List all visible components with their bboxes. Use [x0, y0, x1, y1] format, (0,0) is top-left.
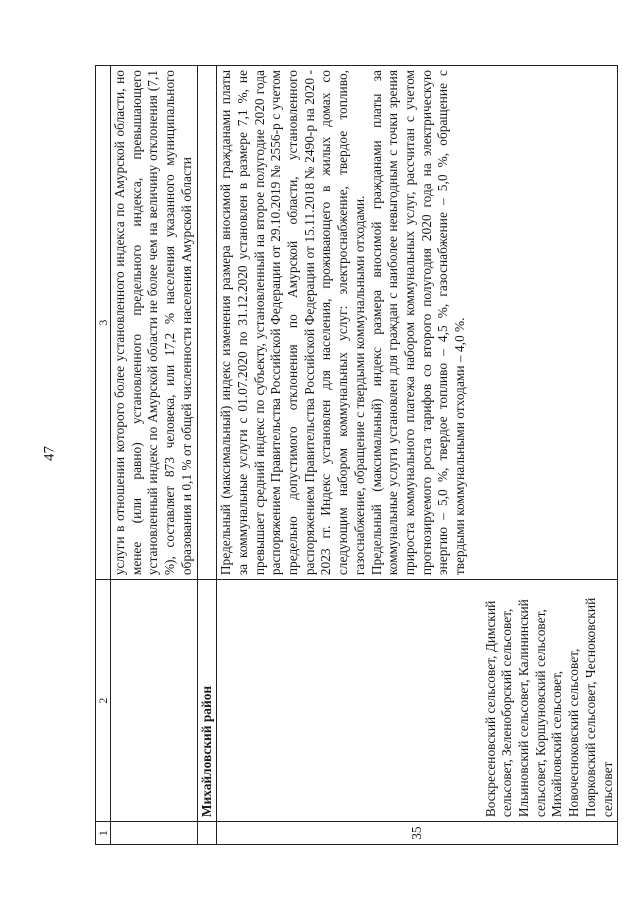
header-col-3: 3 [96, 66, 111, 580]
header-col-2: 2 [96, 580, 111, 822]
index-description-cell [217, 66, 618, 580]
municipalities-list: Воскресеновский сельсовет, Димский сельсовет, Зеленоборский сельсовет, Ильиновский сельсовет, Калининский сельсовет, Коршуновский сельсовет, Михайловский сельсовет, Новочесноковский сельсовет, Поярковский сельсовет, Чесноковский сельсовет [482, 597, 615, 818]
row-number: 35 [217, 822, 618, 845]
description-paragraph-1: Предельный (максимальный) индекс изменения размера вносимой гражданами платы за коммунальные услуги с 01.07.2020 по 31.12.2020 установлен в размере 7,1 %, не превышает средний индекс по субъекту, установленный на второе полугодие 2020 года распоряжением Правительства Российской Федерации от 29.10.2019 № 2556-р с учетом предельно допустимого отклонения по Амурской области, установленного распоряжением Правительства Российской Федерации от 15.11.2018 № 2490-р на 2020 - 2023 гг. Индекс установлен для населения, проживающего в жилых домах со следующим набором коммунальных услуг: электроснабжение, твердое топливо, газоснабжение, обращение с твердыми коммунальными отходами. [218, 70, 367, 576]
municipalities-cell [217, 580, 618, 822]
district-num-cell [197, 822, 217, 845]
description-paragraph-2: Предельный (максимальный) индекс размера вносимой гражданами платы за коммунальные услуги установлен для граждан с наиболее невыгодным с точки зрения прироста коммунального платежа набором коммунальных услуг, рассчитан с учетом прогнозируемого роста тарифов со второго полугодия 2020 года на электрическую энергию – 5,0 %, твердое топливо – 4,5 %, газоснабжение – 5,0 %, обращение с твердыми коммунальными отходами – 4,0 %. [368, 70, 468, 576]
page-number: 47 [41, 446, 58, 461]
continuation-num-cell [111, 822, 198, 845]
index-table [95, 65, 618, 845]
rotated-page-content [95, 65, 625, 845]
district-empty-cell [197, 66, 217, 580]
district-name: Михайловский район [197, 580, 217, 822]
continuation-muni-cell [111, 580, 198, 822]
continuation-text: услуги в отношении которого более установленного индекса по Амурской области, но менее (или равно) установленного предельного индекса, превышающего установленный индекс по Амурской области не более чем на величину отклонения (7,1 %), составляет 873 человека, или 17,2 % населения указанного муниципального образования и 0,1 % от общей численности населения Амурской области [111, 66, 198, 580]
table-row [217, 66, 618, 845]
header-col-1: 1 [96, 822, 111, 845]
table-header-row [96, 66, 111, 845]
continuation-row [111, 66, 198, 845]
district-row [197, 66, 217, 845]
